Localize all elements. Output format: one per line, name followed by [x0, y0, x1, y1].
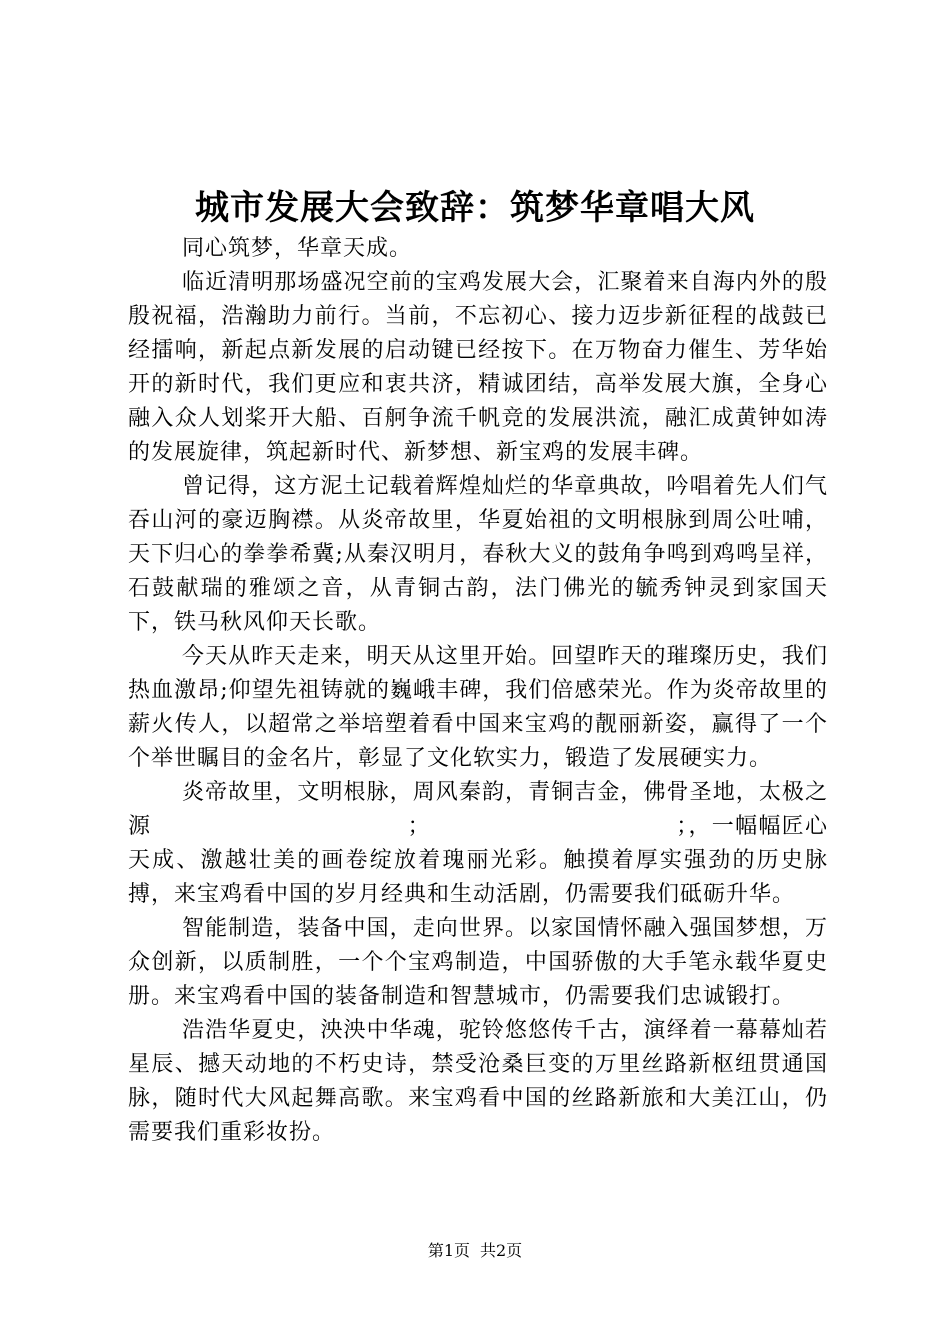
paragraph-6: 智能制造，装备中国，走向世界。以家国情怀融入强国梦想，万众创新，以质制胜，一个个宝鸡制造，中国骄傲的大手笔永载华夏史册。来宝鸡看中国的装备制造和智慧城市，仍需要我们忠诚锻打。	[128, 916, 828, 1009]
paragraph-2: 临近清明那场盛况空前的宝鸡发展大会，汇聚着来自海内外的殷殷祝福，浩瀚助力前行。当前，不忘初心、接力迈步新征程的战鼓已经擂响，新起点新发展的启动键已经按下。在万物奋力催生、芳华始开的新时代，我们更应和衷共济，精诚团结，高举发展大旗，全身心融入众人划桨开大船、百舸争流千帆竞的发展洪流，融汇成黄钟如涛的发展旋律，筑起新时代、新梦想、新宝鸡的发展丰碑。	[128, 270, 828, 465]
paragraph-1: 同心筑梦，华章天成。	[182, 236, 413, 261]
page-number: 第1页	[427, 1241, 470, 1260]
paragraph-7: 浩浩华夏史，泱泱中华魂，驼铃悠悠传千古，演绎着一幕幕灿若星辰、撼天动地的不朽史诗，禁受沧桑巨变的万里丝路新枢纽贯通国脉，随时代大风起舞高歌。来宝鸡看中国的丝路新旅和大美江山，仍需要我们重彩妆扮。	[128, 1018, 828, 1145]
paragraph-5: 炎帝故里，文明根脉，周风秦韵，青铜吉金，佛骨圣地，太极之源 ； ；，一幅幅匠心天成、激越壮美的画卷绽放着瑰丽光彩。触摸着厚实强劲的历史脉搏，来宝鸡看中国的岁月经典和生动活剧，仍需要我们砥砺升华。	[128, 780, 828, 907]
paragraph-3: 曾记得，这方泥土记载着辉煌灿烂的华章典故，吟唱着先人们气吞山河的豪迈胸襟。从炎帝故里，华夏始祖的文明根脉到周公吐哺，天下归心的拳拳希冀;从秦汉明月，春秋大义的鼓角争鸣到鸡鸣呈祥，石鼓献瑞的雅颂之音，从青铜古韵，法门佛光的毓秀钟灵到家国天下，铁马秋风仰天长歌。	[128, 474, 828, 635]
document-body	[128, 232, 828, 1150]
document-title: 城市发展大会致辞：筑梦华章唱大风	[195, 188, 755, 228]
page-footer	[0, 1240, 950, 1262]
page-total: 共2页	[480, 1241, 523, 1260]
paragraph-4: 今天从昨天走来，明天从这里开始。回望昨天的璀璨历史，我们热血激昂;仰望先祖铸就的巍峨丰碑，我们倍感荣光。作为炎帝故里的薪火传人，以超常之举培塑着看中国来宝鸡的靓丽新姿，赢得了一个个举世瞩目的金名片，彰显了文化软实力，锻造了发展硬实力。	[128, 644, 828, 771]
